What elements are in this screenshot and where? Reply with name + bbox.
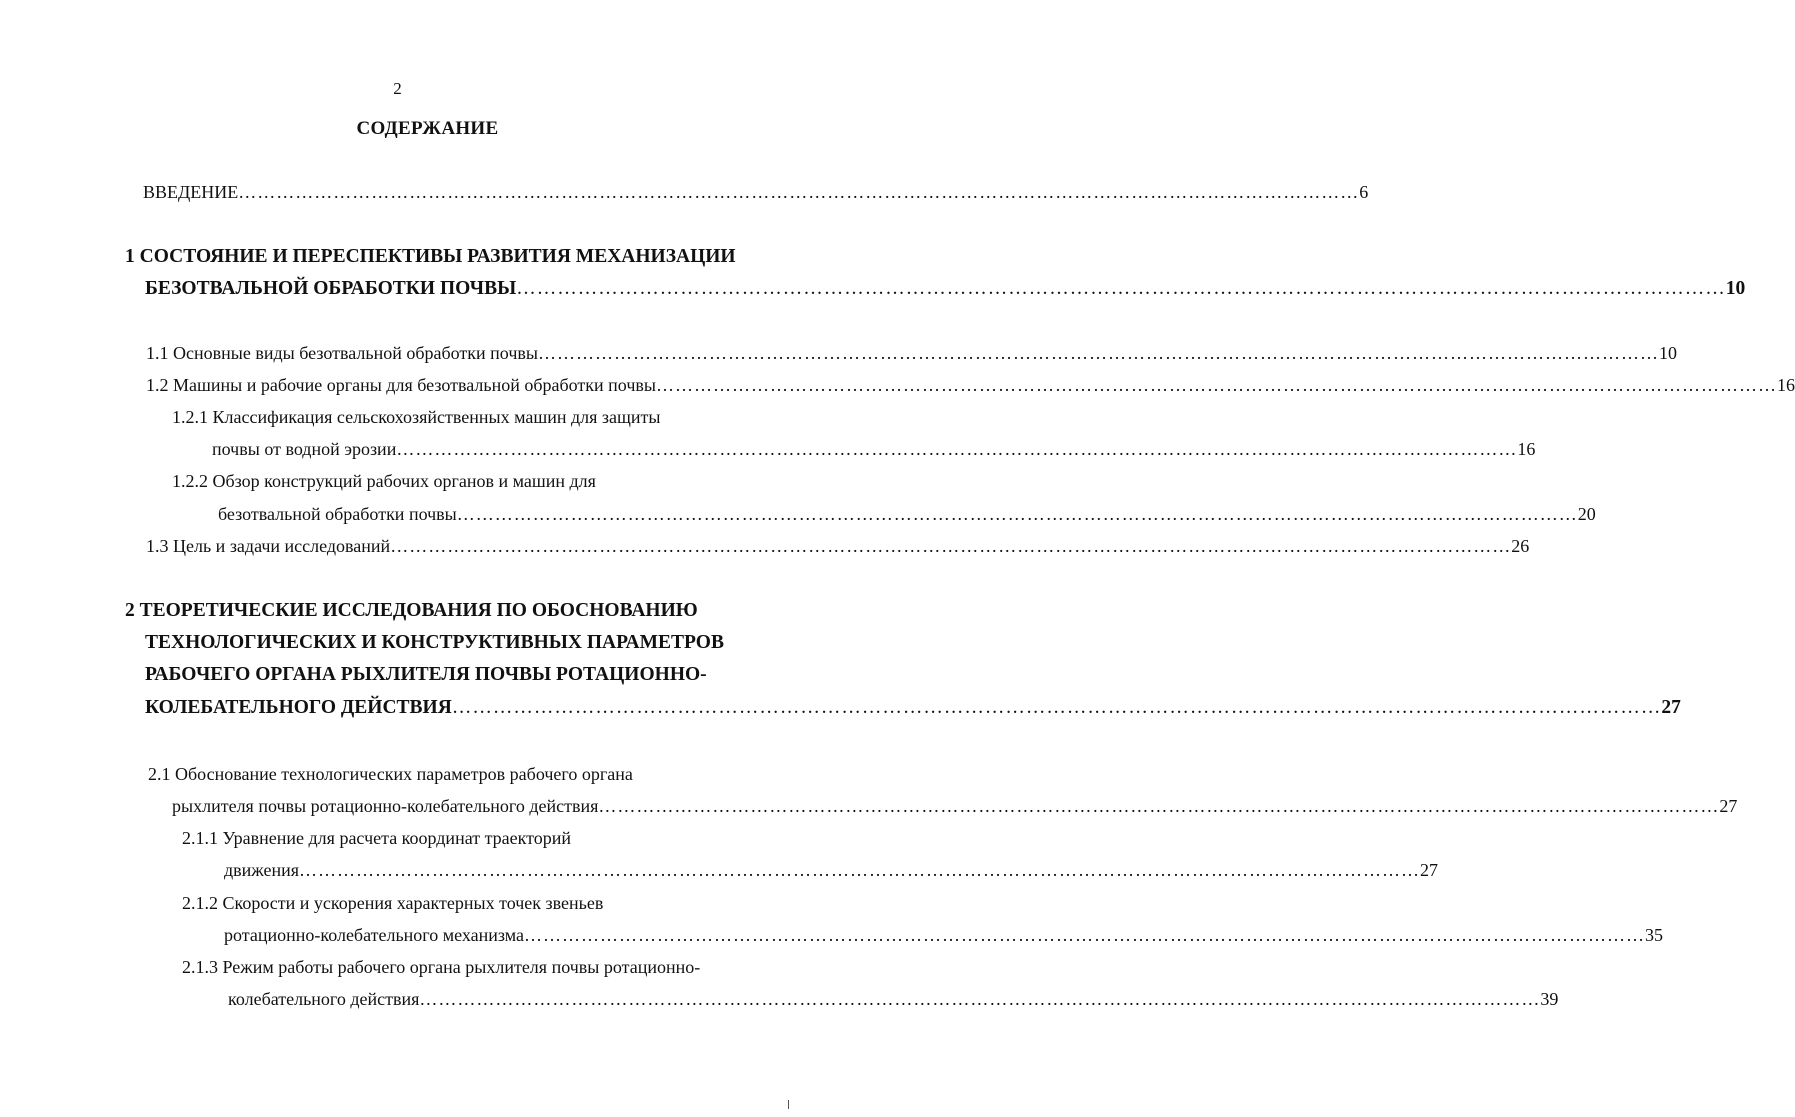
toc-entry-2-1-line1: 2.1 Обоснование технологических параметров рабочего органа [148, 764, 633, 784]
toc-page-number: 10 [1725, 278, 1746, 299]
toc-chapter-2-line2: ТЕХНОЛОГИЧЕСКИХ И КОНСТРУКТИВНЫХ ПАРАМЕТРОВ [145, 632, 724, 653]
toc-chapter-2-line3: РАБОЧЕГО ОРГАНА РЫХЛИТЕЛЯ ПОЧВЫ РОТАЦИОННО- [145, 664, 707, 685]
toc-chapter-2-line1: 2 ТЕОРЕТИЧЕСКИЕ ИССЛЕДОВАНИЯ ПО ОБОСНОВАНИЮ [125, 600, 698, 621]
toc-chapter-1-line2 [145, 278, 1746, 299]
toc-entry-1-2-1-line2 [212, 439, 1536, 459]
toc-entry-text: 1.3 Цель и задачи исследований [146, 536, 391, 556]
dot-leader: …………………………………………………………………………………………………………………………………………………………… [238, 182, 1360, 202]
toc-entry-text: безотвальной обработки почвы [218, 504, 457, 524]
toc-page-number: 27 [1719, 796, 1738, 816]
toc-entry-text: колебательного действия [228, 989, 420, 1009]
dot-leader: …………………………………………………………………………………………………………………………………………………………… [451, 697, 1662, 718]
dot-leader: …………………………………………………………………………………………………………………………………………………………… [537, 343, 1659, 363]
toc-chapter-1-line1: 1 СОСТОЯНИЕ И ПЕРЕСПЕКТИВЫ РАЗВИТИЯ МЕХАНИЗАЦИИ [125, 246, 736, 267]
dot-leader: …………………………………………………………………………………………………………………………………………………………… [655, 375, 1777, 395]
toc-entry-2-1-2-line2 [224, 925, 1663, 945]
dot-leader: …………………………………………………………………………………………………………………………………………………………… [456, 504, 1578, 524]
toc-page-number: 26 [1511, 536, 1530, 556]
dot-leader: …………………………………………………………………………………………………………………………………………………………… [390, 536, 1512, 556]
toc-entry-2-1-3-line1: 2.1.3 Режим работы рабочего органа рыхлителя почвы ротационно- [182, 957, 701, 977]
toc-page-number: 16 [1776, 375, 1795, 395]
page-title: СОДЕРЖАНИЕ [356, 118, 499, 139]
toc-entry-text: ВВЕДЕНИЕ [143, 182, 239, 202]
scan-edge-mark [788, 1100, 789, 1109]
toc-entry-2-1-1-line1: 2.1.1 Уравнение для расчета координат траекторий [182, 828, 572, 848]
toc-page-number: 20 [1577, 504, 1596, 524]
dot-leader: …………………………………………………………………………………………………………………………………………………………… [299, 860, 1421, 880]
dot-leader: …………………………………………………………………………………………………………………………………………………………… [598, 796, 1720, 816]
toc-page-number: 27 [1661, 697, 1681, 718]
toc-page-number: 6 [1359, 182, 1369, 202]
dot-leader: …………………………………………………………………………………………………………………………………………………………… [396, 439, 1518, 459]
toc-entry-1-2-2-line1: 1.2.2 Обзор конструкций рабочих органов и машин для [172, 471, 596, 491]
toc-entry-1-1 [146, 343, 1677, 363]
toc-entry-1-3 [146, 536, 1530, 556]
toc-entry-intro [143, 182, 1369, 202]
toc-entry-text: БЕЗОТВАЛЬНОЙ ОБРАБОТКИ ПОЧВЫ [145, 278, 517, 299]
dot-leader: …………………………………………………………………………………………………………………………………………………………… [524, 925, 1645, 945]
toc-entry-text: 1.2 Машины и рабочие органы для безотвальной обработки почвы [146, 375, 656, 395]
dot-leader: …………………………………………………………………………………………………………………………………………………………… [516, 278, 1726, 299]
toc-entry-text: 1.1 Основные виды безотвальной обработки почвы [146, 343, 538, 363]
toc-page-number: 27 [1420, 860, 1439, 880]
dot-leader: …………………………………………………………………………………………………………………………………………………………… [419, 989, 1541, 1009]
toc-entry-1-2-2-line2 [218, 504, 1596, 524]
toc-page-number: 16 [1517, 439, 1536, 459]
toc-chapter-2-line4 [145, 697, 1681, 718]
toc-entry-1-2 [146, 375, 1795, 395]
toc-page-number: 10 [1658, 343, 1677, 363]
toc-entry-2-1-1-line2 [224, 860, 1439, 880]
toc-entry-text: ротационно-колебательного механизма [224, 925, 524, 945]
toc-entry-text: рыхлителя почвы ротационно-колебательного действия [172, 796, 599, 816]
toc-entry-2-1-line2 [172, 796, 1738, 816]
toc-page-number: 39 [1540, 989, 1559, 1009]
toc-entry-text: КОЛЕБАТЕЛЬНОГО ДЕЙСТВИЯ [145, 697, 452, 718]
toc-page-number: 35 [1645, 925, 1663, 945]
toc-entry-text: движения [224, 860, 300, 880]
toc-entry-1-2-1-line1: 1.2.1 Классификация сельскохозяйственных машин для защиты [172, 407, 661, 427]
page-number: 2 [393, 79, 402, 98]
toc-entry-2-1-2-line1: 2.1.2 Скорости и ускорения характерных точек звеньев [182, 893, 604, 913]
toc-entry-2-1-3-line2 [228, 989, 1559, 1009]
toc-entry-text: почвы от водной эрозии [212, 439, 397, 459]
